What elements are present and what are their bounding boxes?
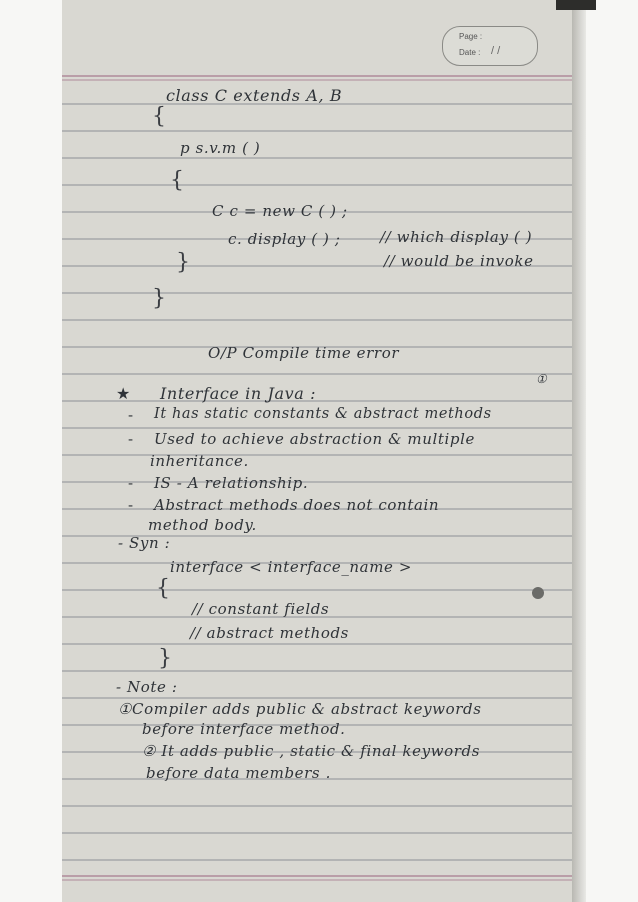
syntax-line: // abstract methods [190, 624, 349, 642]
bullet-dash: - [128, 496, 134, 514]
bullet-dash: - [128, 430, 134, 448]
margin-number: ① [536, 372, 548, 386]
syntax-line: // constant fields [192, 600, 330, 618]
brace-open-1: { [152, 104, 167, 129]
bullet-text: inheritance. [150, 452, 249, 470]
brace-close-2: } [176, 250, 191, 275]
bullet-dash: - [128, 474, 134, 492]
note-label: - Note : [116, 678, 178, 696]
syntax-brace-close: } [158, 646, 173, 671]
page-edge [572, 0, 586, 902]
class-declaration: class C extends A, B [166, 86, 343, 105]
page-date-box [442, 26, 538, 66]
bullet-text: method body. [148, 516, 257, 534]
syntax-line: interface < interface_name > [170, 558, 413, 576]
note-line: ② It adds public , static & final keywords [142, 742, 480, 760]
code-line-display: c. display ( ) ; [228, 230, 341, 248]
note-line: before data members . [146, 764, 331, 782]
bullet-text: IS - A relationship. [154, 474, 309, 492]
bullet-text: It has static constants & abstract methods [154, 406, 492, 422]
note-line: ①Compiler adds public & abstract keywords [118, 700, 482, 718]
code-comment-2: // would be invoke [384, 252, 534, 270]
page-corner-shadow [556, 0, 596, 10]
main-signature: p s.v.m ( ) [180, 139, 261, 157]
ink-dot [532, 587, 544, 599]
brace-open-2: { [170, 168, 185, 193]
syntax-label: - Syn : [118, 534, 171, 552]
page-label: Page : [459, 32, 483, 41]
bullet-text: Used to achieve abstraction & multiple [154, 430, 475, 448]
brace-close-1: } [152, 286, 167, 311]
notebook-page [62, 0, 572, 902]
star-icon: ★ [116, 384, 131, 403]
syntax-brace-open: { [156, 576, 171, 601]
code-comment-1: // which display ( ) [380, 228, 533, 246]
code-line-new: C c = new C ( ) ; [212, 202, 348, 220]
bullet-dash: - [128, 406, 134, 424]
output-line: O/P Compile time error [208, 344, 400, 362]
note-line: before interface method. [142, 720, 346, 738]
date-label: Date : [459, 48, 481, 57]
bullet-text: Abstract methods does not contain [154, 496, 440, 514]
date-value: / / [491, 45, 501, 57]
interface-heading: Interface in Java : [160, 384, 317, 403]
